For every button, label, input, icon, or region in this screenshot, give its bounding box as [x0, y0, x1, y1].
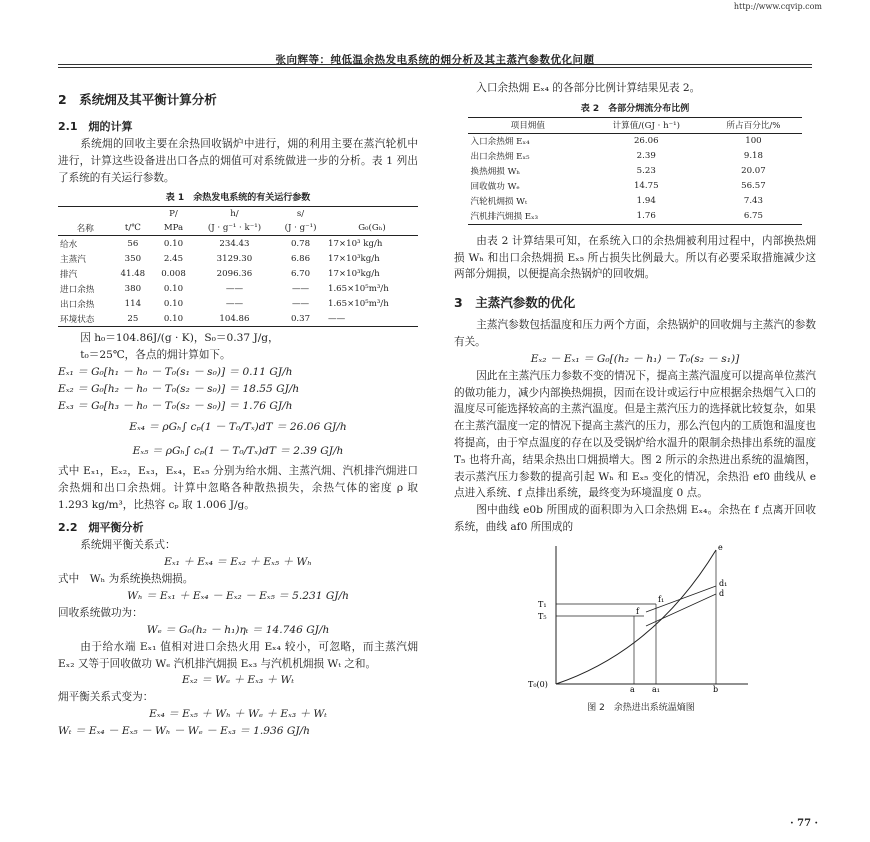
table-cell: 进口余热 [60, 284, 95, 295]
label-f: f [636, 606, 639, 616]
paragraph: t₀＝25℃，各点的㶲计算如下。 [80, 349, 231, 362]
equation: Eₓ₁ ＋ Eₓ₄ ＝ Eₓ₂ ＋ Eₓ₅ ＋ Wₕ [164, 556, 312, 569]
table-cell: 0.10 [163, 298, 184, 309]
table-row [58, 251, 418, 266]
table-cell: 0.37 [275, 311, 326, 327]
table-cell: —— [225, 298, 244, 309]
table-cell: 入口余热㶲 Eₓ₄ [470, 137, 530, 148]
table-cell: 换热㶲损 Wₕ [470, 167, 521, 178]
equation: Eₓ₂ － Eₓ₁ ＝ G₀[(h₂ － h₁) － T₀(s₂ － s₁)] [530, 352, 740, 365]
table-header-cell [58, 207, 113, 221]
table-header-cell: s/ [275, 207, 326, 221]
figure-2-caption: 图 2 余热进出系统温熵图 [587, 702, 695, 713]
section-3-title: 3 主蒸汽参数的优化 [454, 295, 576, 311]
label-b: b [713, 684, 719, 692]
paragraph: 㶲平衡关系式变为： [58, 691, 154, 704]
table-header-cell: G₀(Gₕ) [326, 220, 418, 236]
table-header-cell: 名称 [58, 220, 113, 236]
header-rule-thin [58, 67, 812, 68]
table-cell: 0.10 [163, 238, 184, 249]
label-e: e [718, 542, 723, 552]
table-cell: 380 [124, 283, 142, 294]
header-rule [58, 64, 812, 65]
table-row [468, 209, 801, 225]
table-header-cell [326, 207, 418, 221]
paragraph: 系统㶲的回收主要在余热回收锅炉中进行，㶲的利用主要在蒸汽轮机中进行，计算这些设备进出口各点的㶲值可对系统做进一步的分析。表 1 列出了系统的有关运行参数。 [58, 138, 418, 184]
table-cell: 5.23 [636, 166, 656, 177]
table-header-cell: h/ [194, 207, 275, 221]
table-cell: 234.43 [219, 238, 250, 249]
label-t0: T₀(0) [528, 679, 548, 689]
paragraph: 入口余热㶲 Eₓ₄ 的各部分比例计算结果见表 2。 [476, 82, 701, 94]
table-cell: 出口余热 [60, 299, 95, 310]
label-t1: T₁ [538, 599, 547, 609]
paragraph: 由于给水端 Eₓ₁ 值相对进口余热火用 Eₓ₄ 较小，可忽略，而主蒸汽㶲 Eₓ₂ 又等于回收做功 Wₑ 汽机排汽㶲损 Eₓ₃ 与汽机机㶲损 Wₜ 之和。 [58, 640, 418, 670]
ts-diagram [526, 542, 756, 692]
table-header-cell: (J · g⁻¹ · k⁻¹) [194, 220, 275, 236]
equation: Wₜ ＝ Eₓ₄ － Eₓ₅ － Wₕ － Wₑ － Eₓ₃ ＝ 1.936 GJ/h [58, 725, 310, 738]
table-cell: 17×10³ kg/h [327, 238, 383, 249]
table-row [58, 296, 418, 311]
paragraph: 系统㶲平衡关系式： [80, 539, 176, 552]
paragraph: 图中曲线 e0b 所围成的面积即为入口余热㶲 Eₓ₄。余热在 f 点离开回收系统，曲线 af0 所围成的 [454, 504, 816, 533]
table-cell: 2096.36 [216, 268, 253, 279]
table-2 [468, 117, 801, 225]
table-cell: 7.43 [743, 196, 763, 207]
table-row [468, 164, 801, 179]
table-cell: 1.76 [587, 209, 705, 225]
table-row [468, 194, 801, 209]
table-cell: 56 [127, 238, 139, 249]
figure-2 [526, 542, 756, 712]
table-header-cell: P/ [153, 207, 194, 221]
table-header-cell: 计算值/(GJ · h⁻¹) [587, 117, 705, 133]
table-cell: 14.75 [633, 181, 659, 192]
table-cell: 环境状态 [58, 311, 113, 327]
equation: Eₓ₄ ＝ Eₓ₅ ＋ Wₕ ＋ Wₑ ＋ Eₓ₃ ＋ Wₜ [149, 708, 327, 721]
equation: Wₕ ＝ Eₓ₁ ＋ Eₓ₄ － Eₓ₂ － Eₓ₅ ＝ 5.231 GJ/h [127, 589, 349, 602]
equation: Eₓ₅ ＝ ρGₕ∫ cₚ(1 － T₀/Tₓ)dT ＝ 2.39 GJ/h [132, 444, 344, 457]
table-cell: 9.18 [743, 151, 763, 162]
table-cell: 出口余热㶲 Eₓ₅ [470, 152, 530, 163]
label-f1: f₁ [658, 594, 665, 604]
table-cell: 回收做功 Wₑ [470, 182, 520, 193]
subsection-2-2-title: 2.2 㶲平衡分析 [58, 521, 144, 535]
table-cell: 排汽 [60, 269, 78, 280]
paragraph: 回收系统做功为： [58, 606, 143, 619]
equation: Eₓ₂ ＝ Wₑ ＋ Eₓ₃ ＋ Wₜ [182, 674, 294, 687]
table-cell: 3129.30 [216, 253, 253, 264]
table-cell: 100 [745, 136, 762, 147]
table-header-cell: MPa [153, 220, 194, 236]
table-cell: 6.75 [705, 209, 801, 225]
table-2-caption: 表 2 各部分㶲流分布比例 [580, 103, 690, 114]
table-row [58, 281, 418, 296]
paragraph: 因 h₀＝104.86J/(g · K)，S₀＝0.37 J/g， [80, 332, 279, 345]
table-cell: 2.45 [163, 253, 184, 264]
label-a: a [630, 684, 635, 692]
equation: Eₓ₂ ＝ G₀[h₂ － h₀ － T₀(s₂ － s₀)] ＝ 18.55 GJ/h [58, 382, 300, 395]
table-cell: 56.57 [741, 181, 766, 192]
table-cell: 0.10 [153, 311, 194, 327]
table-cell: 20.07 [741, 166, 766, 177]
table-1 [58, 206, 418, 327]
page-number: · 77 · [790, 818, 818, 829]
equation: Eₓ₁ ＝ G₀[h₁ － h₀ － T₀(s₁ － s₀)] ＝ 0.11 GJ/h [58, 365, 293, 378]
table-cell: 1.65×10⁵m³/h [327, 283, 389, 294]
paragraph: 因此在主蒸汽压力参数不变的情况下，提高主蒸汽温度可以提高单位蒸汽的做功能力，减少内部换热㶲损，因而在设计或运行中应根据余热烟气入口的温度尽可能选择较高的主蒸汽温度。但是主蒸汽压力的选择就比较复杂，如果在主蒸汽温度一定的情况下提高主蒸汽的压力，那么汽包内的工质饱和温度也将提高，由于窄点温度的存在以及受锅炉给水温升的限制余热排出系统的温度 T₅ 也将升高，结果余热出口㶲损增大。图 2 所示的余热进出系统的温熵图，表示蒸汽压力参数的提高引起 Wₕ 和 Eₓ₅ 变化的情况，余热沿 ef0 曲线从 e 点进入系统、f 点排出系统，最终变为环境温度 0 点。 [454, 369, 816, 500]
table-row [58, 266, 418, 281]
table-header-cell: t/℃ [113, 220, 154, 236]
table-cell: 0.10 [163, 283, 184, 294]
table-cell: 0.78 [290, 238, 311, 249]
table-header-cell [113, 207, 154, 221]
table-cell: 17×10³kg/h [327, 268, 380, 279]
table-cell: 汽轮机㶲损 Wₜ [470, 197, 528, 208]
table-cell: 0.008 [161, 268, 186, 279]
table-cell: 6.70 [290, 268, 311, 279]
paragraph: 由表 2 计算结果可知，在系统入口的余热㶲被利用过程中，内部换热㶲损 Wₕ 和出口余热㶲损 Eₓ₅ 所占损失比例最大。所以有必要采取措施减少这两部分㶲损，以便提高余热锅炉的回收㶲。 [454, 234, 816, 281]
table-cell: 主蒸汽 [60, 254, 86, 265]
table-row [468, 179, 801, 194]
table-header-cell: (J · g⁻¹) [275, 220, 326, 236]
table-cell: —— [291, 298, 310, 309]
running-title: 张向辉等：纯低温余热发电系统的㶲分析及其主蒸汽参数优化问题 [275, 54, 595, 66]
table-header-cell: 所占百分比/% [705, 117, 801, 133]
table-cell: 25 [113, 311, 154, 327]
paragraph: 式中 Eₓ₁，Eₓ₂，Eₓ₃，Eₓ₄，Eₓ₅ 分别为给水㶲、主蒸汽㶲、汽机排汽㶲进口余热㶲和出口余热㶲。计算中忽略各种散热损失，余热气体的密度 ρ 取 1.293 kg/m³，比热容 cₚ 取 1.006 J/g。 [58, 464, 418, 511]
table-row [468, 149, 801, 164]
table-row [58, 236, 418, 252]
label-a1: a₁ [652, 684, 660, 692]
source-url: http://www.cqvip.com [733, 2, 822, 11]
table-cell: 17×10³kg/h [327, 253, 380, 264]
equation: Eₓ₃ ＝ G₀[h₃ － h₀ － T₀(s₂ － s₀)] ＝ 1.76 GJ/h [58, 399, 293, 412]
left-column [58, 74, 418, 740]
subsection-2-1-title: 2.1 㶲的计算 [58, 120, 133, 133]
table-cell: 1.65×10⁵m³/h [327, 298, 389, 309]
label-d: d [719, 588, 725, 598]
table-cell: 350 [124, 253, 142, 264]
label-t5: T₅ [538, 611, 547, 621]
equation: Eₓ₄ ＝ ρGₕ∫ cₚ(1 － T₀/Tₓ)dT ＝ 26.06 GJ/h [129, 420, 347, 433]
paragraph: 式中 Wₕ 为系统换热㶲损。 [58, 573, 194, 586]
table-cell: 2.39 [636, 151, 656, 162]
table-cell: 给水 [60, 239, 78, 250]
table-row [58, 311, 418, 327]
table-1-caption: 表 1 余热发电系统的有关运行参数 [165, 193, 311, 204]
equation: Wₑ ＝ G₀(h₂ － h₁)ηₜ ＝ 14.746 GJ/h [146, 623, 330, 636]
table-cell: 1.94 [636, 196, 656, 207]
table-cell: 104.86 [194, 311, 275, 327]
table-cell: 26.06 [633, 136, 659, 147]
table-header-cell: 项目㶲值 [468, 117, 587, 133]
right-column [454, 74, 816, 712]
table-cell: —— [225, 283, 244, 294]
table-cell: 41.48 [120, 268, 146, 279]
label-d1: d₁ [719, 578, 728, 588]
table-cell: 6.86 [290, 253, 311, 264]
table-cell: 汽机排汽㶲损 Eₓ₃ [468, 209, 587, 225]
table-cell: —— [326, 311, 418, 327]
section-2-title: 2 系统㶲及其平衡计算分析 [58, 92, 217, 107]
table-cell: —— [291, 283, 310, 294]
table-row [468, 133, 801, 149]
paragraph: 主蒸汽参数包括温度和压力两个方面，余热锅炉的回收㶲与主蒸汽的参数有关。 [454, 319, 816, 348]
table-cell: 114 [124, 298, 142, 309]
